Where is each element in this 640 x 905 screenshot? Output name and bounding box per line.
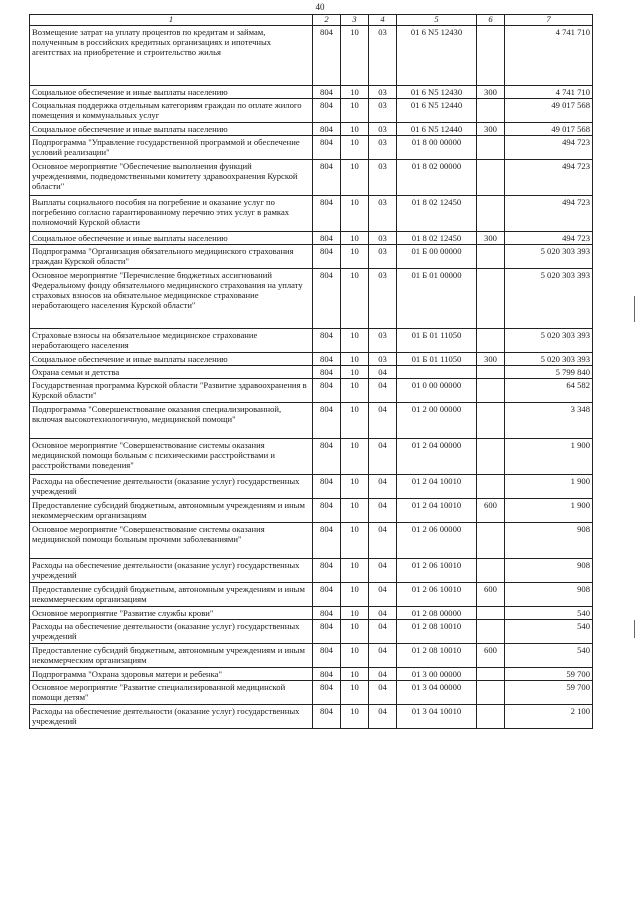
cell-rz: 10 — [341, 26, 369, 86]
cell-vr: 300 — [477, 353, 505, 366]
scan-edge-mark — [634, 620, 635, 638]
cell-rz: 10 — [341, 644, 369, 668]
table-row — [30, 681, 593, 705]
cell-pr: 03 — [369, 136, 397, 160]
table-row — [30, 245, 593, 269]
cell-rz: 10 — [341, 475, 369, 499]
cell-rz: 10 — [341, 607, 369, 620]
table-row — [30, 329, 593, 353]
cell-name: Выплаты социального пособия на погребение и оказание услуг по погребению согласно гарантированному перечню этих услуг в рамках полномочий Курской области — [30, 196, 313, 232]
cell-gr: 804 — [313, 583, 341, 607]
cell-vr — [477, 681, 505, 705]
cell-sum: 1 900 — [505, 439, 593, 475]
cell-gr: 804 — [313, 475, 341, 499]
cell-vr — [477, 523, 505, 559]
cell-name: Подпрограмма "Управление государственной программой и обеспечение условий реализации" — [30, 136, 313, 160]
cell-name: Расходы на обеспечение деятельности (оказание услуг) государственных учреждений — [30, 620, 313, 644]
table-row — [30, 607, 593, 620]
cell-pr: 03 — [369, 353, 397, 366]
cell-vr — [477, 269, 505, 329]
cell-name: Основное мероприятие "Перечисление бюджетных ассигнований Федеральному фонду обязательного медицинского страхования на уплату страховых взносов на обязательное медицинское страхование неработающего населения Курской области" — [30, 269, 313, 329]
cell-pr: 03 — [369, 123, 397, 136]
scan-edge-mark — [634, 296, 635, 322]
cell-sum: 4 741 710 — [505, 86, 593, 99]
cell-sum: 5 020 303 393 — [505, 245, 593, 269]
cell-pr: 03 — [369, 232, 397, 245]
cell-csr: 01 0 00 00000 — [397, 379, 477, 403]
cell-csr: 01 6 N5 12440 — [397, 99, 477, 123]
cell-pr: 03 — [369, 86, 397, 99]
cell-sum: 908 — [505, 583, 593, 607]
cell-name: Социальное обеспечение и иные выплаты населению — [30, 86, 313, 99]
table-row — [30, 366, 593, 379]
table-row — [30, 705, 593, 729]
cell-rz: 10 — [341, 136, 369, 160]
table-row — [30, 136, 593, 160]
table-row — [30, 353, 593, 366]
cell-sum: 4 741 710 — [505, 26, 593, 86]
cell-name: Возмещение затрат на уплату процентов по кредитам и займам, полученным в российских кредитных организациях и ипотечных агентствах на приобретение и строительство жилья — [30, 26, 313, 86]
table-row — [30, 269, 593, 329]
cell-rz: 10 — [341, 99, 369, 123]
cell-rz: 10 — [341, 403, 369, 439]
cell-csr: 01 2 04 00000 — [397, 439, 477, 475]
table-row — [30, 644, 593, 668]
cell-rz: 10 — [341, 620, 369, 644]
cell-sum: 494 723 — [505, 232, 593, 245]
table-row — [30, 232, 593, 245]
cell-rz: 10 — [341, 269, 369, 329]
cell-rz: 10 — [341, 245, 369, 269]
cell-sum: 64 582 — [505, 379, 593, 403]
cell-rz: 10 — [341, 499, 369, 523]
table-row — [30, 668, 593, 681]
cell-sum: 908 — [505, 559, 593, 583]
cell-csr: 01 8 02 00000 — [397, 160, 477, 196]
table-row — [30, 475, 593, 499]
cell-name: Основное мероприятие "Развитие службы крови" — [30, 607, 313, 620]
cell-csr — [397, 366, 477, 379]
cell-name: Основное мероприятие "Развитие специализированной медицинской помощи детям" — [30, 681, 313, 705]
cell-name: Социальная поддержка отдельным категориям граждан по оплате жилого помещения и коммунальных услуг — [30, 99, 313, 123]
cell-vr — [477, 99, 505, 123]
cell-gr: 804 — [313, 559, 341, 583]
cell-gr: 804 — [313, 26, 341, 86]
cell-name: Основное мероприятие "Обеспечение выполнения функций учреждениями, подведомственными комитету здравоохранения Курской области" — [30, 160, 313, 196]
column-header: 4 — [369, 15, 397, 26]
table-row — [30, 523, 593, 559]
cell-rz: 10 — [341, 329, 369, 353]
column-header: 6 — [477, 15, 505, 26]
cell-name: Подпрограмма "Организация обязательного медицинского страхования граждан Курской области" — [30, 245, 313, 269]
cell-vr: 300 — [477, 232, 505, 245]
cell-vr: 300 — [477, 86, 505, 99]
cell-csr: 01 2 06 00000 — [397, 523, 477, 559]
cell-csr: 01 2 06 10010 — [397, 583, 477, 607]
cell-gr: 804 — [313, 366, 341, 379]
cell-name: Предоставление субсидий бюджетным, автономным учреждениям и иным некоммерческим организациям — [30, 644, 313, 668]
cell-csr: 01 3 00 00000 — [397, 668, 477, 681]
cell-name: Охрана семьи и детства — [30, 366, 313, 379]
cell-vr — [477, 705, 505, 729]
cell-sum: 1 900 — [505, 475, 593, 499]
cell-gr: 804 — [313, 644, 341, 668]
cell-sum: 540 — [505, 607, 593, 620]
cell-gr: 804 — [313, 681, 341, 705]
cell-vr — [477, 26, 505, 86]
table-row — [30, 499, 593, 523]
cell-gr: 804 — [313, 329, 341, 353]
cell-csr: 01 2 08 00000 — [397, 607, 477, 620]
cell-pr: 04 — [369, 499, 397, 523]
cell-rz: 10 — [341, 681, 369, 705]
cell-sum: 540 — [505, 620, 593, 644]
cell-pr: 03 — [369, 26, 397, 86]
cell-vr — [477, 620, 505, 644]
cell-pr: 04 — [369, 644, 397, 668]
cell-gr: 804 — [313, 136, 341, 160]
cell-pr: 04 — [369, 439, 397, 475]
cell-gr: 804 — [313, 196, 341, 232]
cell-vr — [477, 379, 505, 403]
cell-rz: 10 — [341, 366, 369, 379]
cell-vr — [477, 607, 505, 620]
cell-pr: 04 — [369, 475, 397, 499]
cell-name: Государственная программа Курской области "Развитие здравоохранения в Курской области" — [30, 379, 313, 403]
cell-gr: 804 — [313, 499, 341, 523]
cell-name: Расходы на обеспечение деятельности (оказание услуг) государственных учреждений — [30, 559, 313, 583]
cell-gr: 804 — [313, 99, 341, 123]
cell-pr: 04 — [369, 523, 397, 559]
cell-sum: 5 020 303 393 — [505, 329, 593, 353]
table-row — [30, 583, 593, 607]
cell-vr — [477, 439, 505, 475]
cell-pr: 03 — [369, 269, 397, 329]
cell-csr: 01 8 02 12450 — [397, 232, 477, 245]
cell-rz: 10 — [341, 668, 369, 681]
cell-pr: 03 — [369, 160, 397, 196]
cell-gr: 804 — [313, 232, 341, 245]
cell-pr: 04 — [369, 403, 397, 439]
cell-name: Подпрограмма "Охрана здоровья матери и ребенка" — [30, 668, 313, 681]
cell-gr: 804 — [313, 245, 341, 269]
cell-name: Подпрограмма "Совершенствование оказания специализированной, включая высокотехнологичную, медицинской помощи" — [30, 403, 313, 439]
cell-csr: 01 Б 01 11050 — [397, 353, 477, 366]
page-number: 40 — [315, 2, 325, 12]
table-row — [30, 160, 593, 196]
cell-csr: 01 8 00 00000 — [397, 136, 477, 160]
cell-pr: 04 — [369, 620, 397, 644]
cell-csr: 01 2 06 10010 — [397, 559, 477, 583]
table-row — [30, 99, 593, 123]
cell-rz: 10 — [341, 559, 369, 583]
table-row — [30, 403, 593, 439]
cell-csr: 01 2 08 10010 — [397, 620, 477, 644]
cell-gr: 804 — [313, 160, 341, 196]
cell-sum: 908 — [505, 523, 593, 559]
cell-sum: 494 723 — [505, 196, 593, 232]
cell-pr: 04 — [369, 559, 397, 583]
cell-pr: 04 — [369, 379, 397, 403]
cell-vr: 600 — [477, 583, 505, 607]
cell-gr: 804 — [313, 705, 341, 729]
cell-rz: 10 — [341, 705, 369, 729]
column-header: 2 — [313, 15, 341, 26]
cell-vr: 600 — [477, 644, 505, 668]
cell-rz: 10 — [341, 123, 369, 136]
cell-name: Социальное обеспечение и иные выплаты населению — [30, 232, 313, 245]
cell-vr — [477, 475, 505, 499]
cell-gr: 804 — [313, 353, 341, 366]
cell-vr — [477, 329, 505, 353]
cell-pr: 04 — [369, 583, 397, 607]
cell-sum: 3 348 — [505, 403, 593, 439]
cell-name: Основное мероприятие "Совершенствование системы оказания медицинской помощи больным прочими заболеваниями" — [30, 523, 313, 559]
cell-csr: 01 Б 00 00000 — [397, 245, 477, 269]
cell-vr — [477, 366, 505, 379]
cell-vr — [477, 160, 505, 196]
table-row — [30, 123, 593, 136]
cell-pr: 03 — [369, 245, 397, 269]
cell-name: Основное мероприятие "Совершенствование системы оказания медицинской помощи больным с психическими расстройствами и расстройствами поведения" — [30, 439, 313, 475]
cell-pr: 04 — [369, 366, 397, 379]
cell-sum: 5 020 303 393 — [505, 353, 593, 366]
cell-rz: 10 — [341, 232, 369, 245]
cell-csr: 01 6 N5 12440 — [397, 123, 477, 136]
cell-pr: 03 — [369, 196, 397, 232]
cell-rz: 10 — [341, 439, 369, 475]
column-header: 7 — [505, 15, 593, 26]
cell-vr — [477, 245, 505, 269]
cell-csr: 01 2 00 00000 — [397, 403, 477, 439]
cell-gr: 804 — [313, 668, 341, 681]
cell-vr — [477, 559, 505, 583]
cell-csr: 01 2 04 10010 — [397, 499, 477, 523]
cell-sum: 49 017 568 — [505, 123, 593, 136]
cell-csr: 01 8 02 12450 — [397, 196, 477, 232]
cell-csr: 01 3 04 10010 — [397, 705, 477, 729]
table-row — [30, 439, 593, 475]
cell-sum: 540 — [505, 644, 593, 668]
cell-rz: 10 — [341, 353, 369, 366]
cell-vr — [477, 136, 505, 160]
cell-gr: 804 — [313, 123, 341, 136]
cell-name: Расходы на обеспечение деятельности (оказание услуг) государственных учреждений — [30, 705, 313, 729]
cell-pr: 03 — [369, 99, 397, 123]
cell-pr: 04 — [369, 668, 397, 681]
cell-vr — [477, 403, 505, 439]
table-row — [30, 26, 593, 86]
cell-sum: 59 700 — [505, 681, 593, 705]
cell-gr: 804 — [313, 523, 341, 559]
table-body — [30, 26, 593, 729]
cell-name: Расходы на обеспечение деятельности (оказание услуг) государственных учреждений — [30, 475, 313, 499]
cell-rz: 10 — [341, 160, 369, 196]
cell-rz: 10 — [341, 583, 369, 607]
cell-csr: 01 2 04 10010 — [397, 475, 477, 499]
cell-rz: 10 — [341, 86, 369, 99]
budget-table — [29, 14, 593, 729]
cell-vr — [477, 196, 505, 232]
column-header: 5 — [397, 15, 477, 26]
cell-sum: 5 799 840 — [505, 366, 593, 379]
cell-name: Социальное обеспечение и иные выплаты населению — [30, 353, 313, 366]
cell-gr: 804 — [313, 439, 341, 475]
column-header: 3 — [341, 15, 369, 26]
cell-csr: 01 Б 01 11050 — [397, 329, 477, 353]
cell-gr: 804 — [313, 269, 341, 329]
cell-csr: 01 2 08 10010 — [397, 644, 477, 668]
cell-pr: 04 — [369, 705, 397, 729]
table-row — [30, 620, 593, 644]
cell-name: Предоставление субсидий бюджетным, автономным учреждениям и иным некоммерческим организациям — [30, 499, 313, 523]
cell-sum: 49 017 568 — [505, 99, 593, 123]
cell-csr: 01 6 N5 12430 — [397, 86, 477, 99]
cell-rz: 10 — [341, 379, 369, 403]
cell-gr: 804 — [313, 86, 341, 99]
table-row — [30, 86, 593, 99]
column-header: 1 — [30, 15, 313, 26]
cell-csr: 01 6 N5 12430 — [397, 26, 477, 86]
cell-gr: 804 — [313, 403, 341, 439]
cell-vr: 300 — [477, 123, 505, 136]
cell-vr: 600 — [477, 499, 505, 523]
cell-sum: 494 723 — [505, 160, 593, 196]
cell-sum: 1 900 — [505, 499, 593, 523]
cell-name: Страховые взносы на обязательное медицинское страхование неработающего населения — [30, 329, 313, 353]
cell-sum: 5 020 303 393 — [505, 269, 593, 329]
cell-pr: 03 — [369, 329, 397, 353]
cell-pr: 04 — [369, 681, 397, 705]
cell-gr: 804 — [313, 607, 341, 620]
table-row — [30, 559, 593, 583]
column-number-row — [30, 15, 593, 26]
cell-vr — [477, 668, 505, 681]
table-row — [30, 196, 593, 232]
cell-sum: 2 100 — [505, 705, 593, 729]
cell-sum: 59 700 — [505, 668, 593, 681]
cell-name: Предоставление субсидий бюджетным, автономным учреждениям и иным некоммерческим организациям — [30, 583, 313, 607]
table-row — [30, 379, 593, 403]
cell-sum: 494 723 — [505, 136, 593, 160]
cell-rz: 10 — [341, 196, 369, 232]
cell-csr: 01 3 04 00000 — [397, 681, 477, 705]
cell-gr: 804 — [313, 620, 341, 644]
cell-name: Социальное обеспечение и иные выплаты населению — [30, 123, 313, 136]
cell-csr: 01 Б 01 00000 — [397, 269, 477, 329]
cell-gr: 804 — [313, 379, 341, 403]
cell-rz: 10 — [341, 523, 369, 559]
cell-pr: 04 — [369, 607, 397, 620]
